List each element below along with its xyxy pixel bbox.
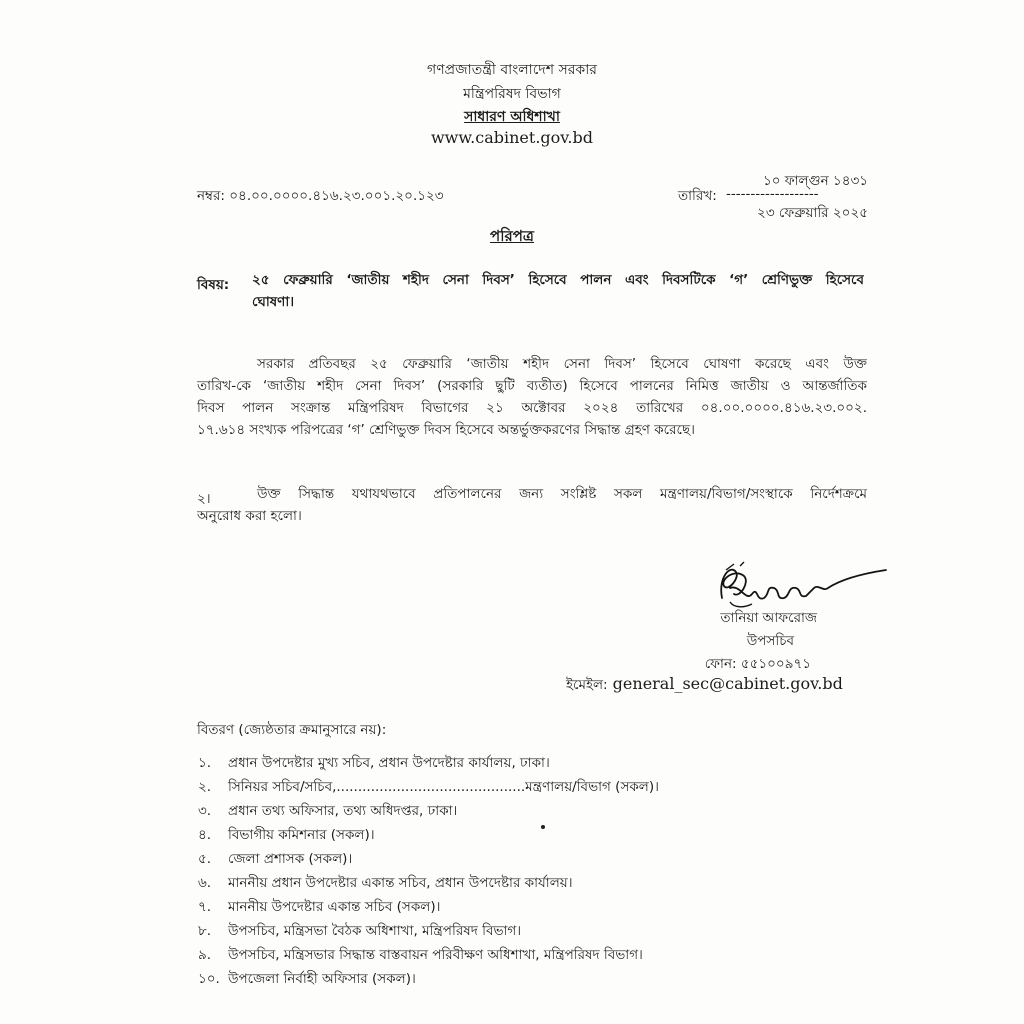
list-item-text: বিভাগীয় কমিশনার (সকল)।: [228, 827, 375, 843]
signatory-email-row: [566, 674, 843, 697]
ministry-name: মন্ত্রিপরিষদ বিভাগ: [463, 86, 561, 102]
paragraph-2-line-1: উক্ত সিদ্ধান্ত যথাযথভাবে প্রতিপালনের জন্য সংশ্লিষ্ট সকল মন্ত্রণালয়/বিভাগ/সংস্থাকে নির্দেশক্রমে: [257, 486, 867, 502]
list-item-text: প্রধান উপদেষ্টার মুখ্য সচিব, প্রধান উপদেষ্টার কার্যালয়, ঢাকা।: [228, 755, 550, 771]
paragraph-1: [197, 353, 867, 441]
list-item-number: ৭.: [198, 899, 212, 915]
paragraph-1-line-3: দিবস পালন সংক্রান্ত মন্ত্রিপরিষদ বিভাগের ২১ অক্টোবর ২০২৪ তারিখের ০৪.০০.০০০০.৪১৬.২৩.০০২.: [197, 400, 867, 416]
date-gregorian: ২৩ ফেব্রুয়ারি ২০২৫: [757, 205, 868, 221]
paragraph-1-line-2: তারিখ-কে ‘জাতীয় শহীদ সেনা দিবস’ (সরকারি ছুটি ব্যতীত) হিসেবে পালনের নিমিত্ত জাতীয় ও আন্তর্জাতিক: [197, 378, 867, 394]
date-bangla: ১০ ফাল্গুন ১৪৩১: [762, 173, 868, 189]
list-item-text: জেলা প্রশাসক (সকল)।: [228, 851, 353, 867]
document-title: পরিপত্র: [490, 227, 534, 245]
list-item: [198, 776, 659, 799]
list-item-number: ৩.: [198, 803, 212, 819]
email-label: ইমেইল:: [566, 677, 608, 693]
list-item-text: উপসচিব, মন্ত্রিসভা বৈঠক অধিশাখা, মন্ত্রিপরিষদ বিভাগ।: [228, 923, 522, 939]
paragraph-1-line-4: ১৭.৬১৪ সংখ্যক পরিপত্রের ‘গ’ শ্রেণিভুক্ত দিবস হিসেবে অন্তর্ভুক্তকরণের সিদ্ধান্ত গ্রহণ করেছে।: [197, 422, 695, 438]
list-item-text: সিনিয়র সচিব/সচিব,............................................মন্ত্রণালয়/বিভাগ (সকল)।: [228, 779, 659, 795]
list-item-number: ৬.: [198, 875, 212, 891]
memo-number: নম্বর: ০৪.০০.০০০০.৪১৬.২৩.০০১.২০.১২৩: [197, 188, 444, 204]
list-item-number: ১.: [198, 755, 212, 771]
list-item: [198, 920, 521, 943]
list-item-number: ১০.: [198, 971, 220, 987]
paragraph-2: [197, 483, 867, 527]
list-item-text: প্রধান তথ্য অফিসার, তথ্য অধিদপ্তর, ঢাকা।: [228, 803, 458, 819]
list-item: [198, 872, 573, 895]
list-item: [198, 944, 643, 967]
govt-name: গণপ্রজাতন্ত্রী বাংলাদেশ সরকার: [427, 62, 597, 78]
list-item: [198, 896, 440, 919]
subject-line-1: ২৫ ফেব্রুয়ারি ‘জাতীয় শহীদ সেনা দিবস’ হিসেবে পালন এবং দিবসটিকে ‘গ’ শ্রেণিভুক্ত হিসেবে: [252, 272, 864, 288]
ink-speck: [541, 825, 545, 829]
list-item-number: ২.: [198, 779, 212, 795]
list-item: [198, 824, 375, 847]
date-dots: -------------------: [726, 186, 819, 202]
section-name: সাধারণ অধিশাখা: [464, 109, 560, 125]
list-item-number: ৯.: [198, 947, 212, 963]
paragraph-2-line-2: অনুরোধ করা হলো।: [197, 508, 302, 524]
subject-label: বিষয়:: [197, 277, 230, 293]
paragraph-2-number: ২।: [197, 491, 211, 507]
list-item-text: উপসচিব, মন্ত্রিসভার সিদ্ধান্ত বাস্তবায়ন পরিবীক্ষণ অধিশাখা, মন্ত্রিপরিষদ বিভাগ।: [228, 947, 643, 963]
list-item-text: মাননীয় উপদেষ্টার একান্ত সচিব (সকল)।: [228, 899, 441, 915]
list-item-number: ৮.: [198, 923, 212, 939]
list-item-number: ৪.: [198, 827, 212, 843]
list-item-text: মাননীয় প্রধান উপদেষ্টার একান্ত সচিব, প্রধান উপদেষ্টার কার্যালয়।: [228, 875, 573, 891]
signatory-phone: ফোন: ৫৫১০০৯৭১: [704, 656, 811, 672]
paragraph-1-line-1: সরকার প্রতিবছর ২৫ ফেব্রুয়ারি ‘জাতীয় শহীদ সেনা দিবস’ হিসেবে ঘোষণা করেছে এবং উক্ত: [257, 356, 867, 372]
list-item: [198, 968, 416, 991]
signatory-designation: উপসচিব: [746, 633, 794, 649]
subject-text: [252, 269, 864, 313]
date-label: তারিখ:: [678, 188, 717, 204]
list-item: [198, 752, 550, 775]
list-item-number: ৫.: [198, 851, 212, 867]
subject-line-2: ঘোষণা।: [252, 294, 295, 310]
list-item: [198, 800, 457, 823]
distribution-heading: বিতরণ (জ্যেষ্ঠতার ক্রমানুসারে নয়):: [197, 722, 387, 738]
email-address[interactable]: general_sec@cabinet.gov.bd: [612, 674, 843, 693]
signatory-name: তানিয়া আফরোজ: [720, 610, 817, 626]
list-item: [198, 848, 352, 871]
list-item-text: উপজেলা নির্বাহী অফিসার (সকল)।: [228, 971, 416, 987]
website-link[interactable]: www.cabinet.gov.bd: [430, 128, 593, 147]
